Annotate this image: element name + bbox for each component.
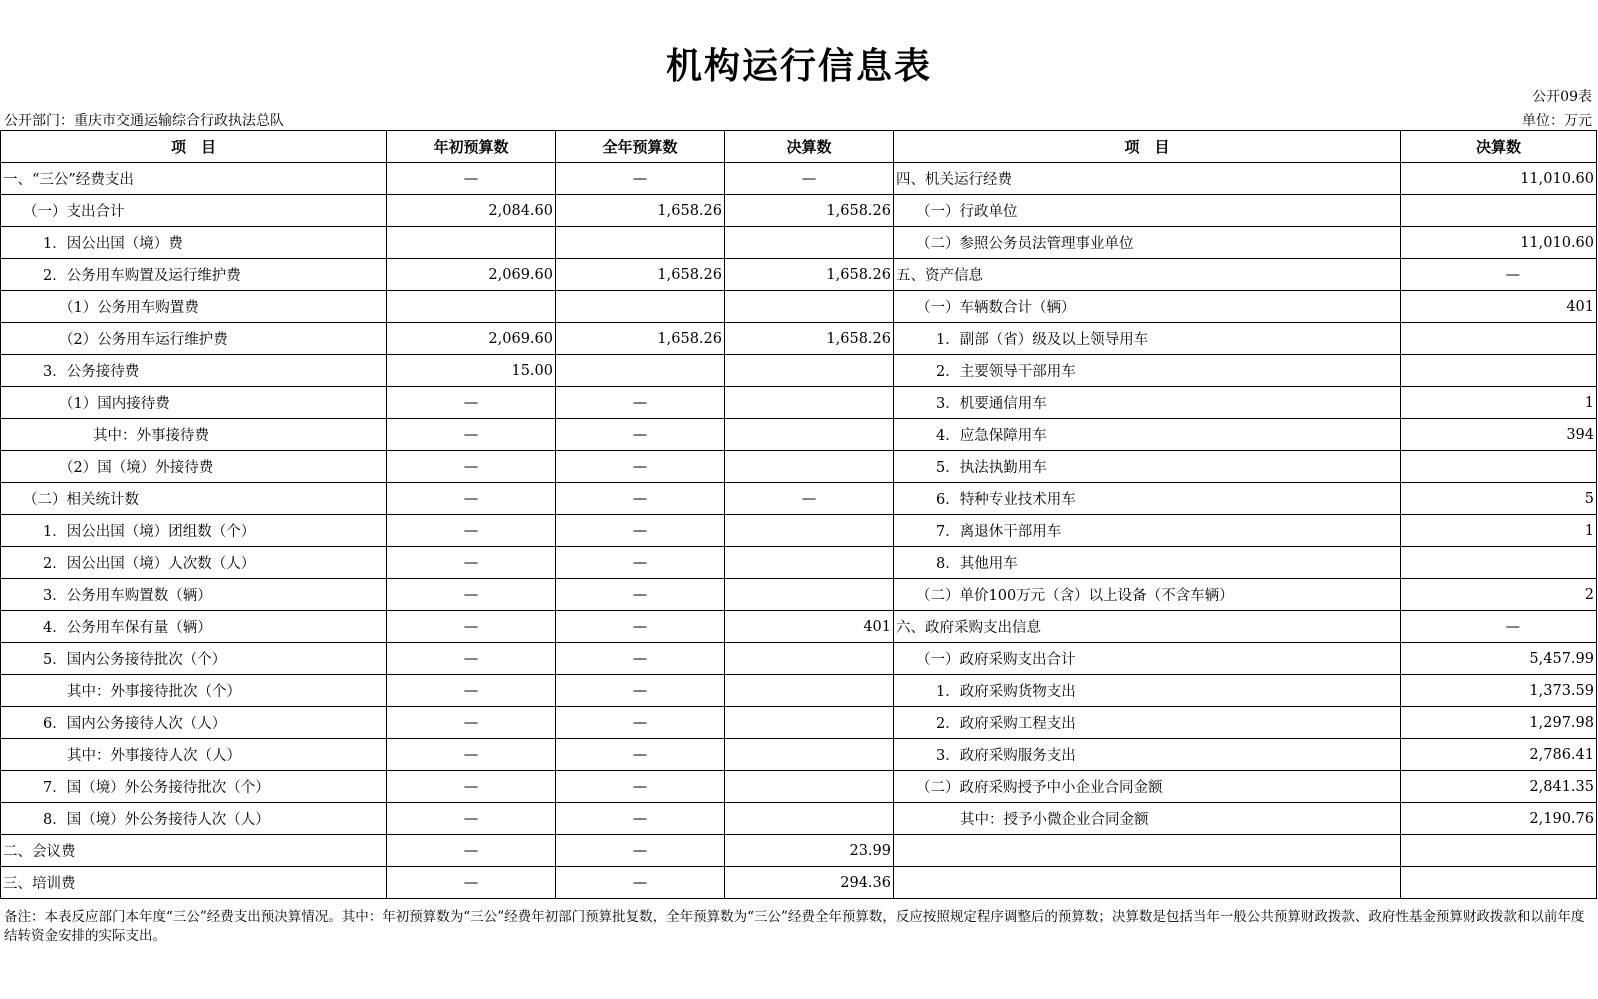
cell-final-right: 394 bbox=[1401, 419, 1597, 451]
cell-initial-budget: — bbox=[387, 515, 556, 547]
row-label-right: 7．离退休干部用车 bbox=[894, 515, 1401, 547]
cell-final bbox=[725, 355, 894, 387]
cell-initial-budget: 15.00 bbox=[387, 355, 556, 387]
cell-final-right bbox=[1401, 195, 1597, 227]
cell-initial-budget: — bbox=[387, 707, 556, 739]
row-label-left: （一）支出合计 bbox=[1, 195, 387, 227]
cell-annual-budget: — bbox=[556, 515, 725, 547]
cell-annual-budget: — bbox=[556, 643, 725, 675]
table-row bbox=[1, 323, 1597, 355]
cell-annual-budget: — bbox=[556, 707, 725, 739]
cell-final: 1,658.26 bbox=[725, 259, 894, 291]
cell-annual-budget: — bbox=[556, 835, 725, 867]
cell-annual-budget: — bbox=[556, 419, 725, 451]
cell-annual-budget bbox=[556, 291, 725, 323]
cell-final bbox=[725, 387, 894, 419]
cell-initial-budget: — bbox=[387, 803, 556, 835]
header-final: 决算数 bbox=[725, 131, 894, 163]
table-row bbox=[1, 515, 1597, 547]
cell-final: 1,658.26 bbox=[725, 195, 894, 227]
row-label-left: 3．公务接待费 bbox=[1, 355, 387, 387]
row-label-left: 二、会议费 bbox=[1, 835, 387, 867]
row-label-left: 2．公务用车购置及运行维护费 bbox=[1, 259, 387, 291]
row-label-right: （一）政府采购支出合计 bbox=[894, 643, 1401, 675]
cell-final: 401 bbox=[725, 611, 894, 643]
cell-final-right bbox=[1401, 323, 1597, 355]
cell-annual-budget: — bbox=[556, 739, 725, 771]
cell-final-right: 2,786.41 bbox=[1401, 739, 1597, 771]
info-table bbox=[0, 130, 1597, 899]
cell-final bbox=[725, 803, 894, 835]
cell-final-right: 11,010.60 bbox=[1401, 163, 1597, 195]
row-label-right: （二）政府采购授予中小企业合同金额 bbox=[894, 771, 1401, 803]
cell-initial-budget: — bbox=[387, 611, 556, 643]
row-label-right bbox=[894, 835, 1401, 867]
row-label-left: （2）公务用车运行维护费 bbox=[1, 323, 387, 355]
cell-initial-budget: — bbox=[387, 675, 556, 707]
cell-annual-budget: — bbox=[556, 771, 725, 803]
cell-final: 23.99 bbox=[725, 835, 894, 867]
cell-initial-budget: — bbox=[387, 451, 556, 483]
cell-final bbox=[725, 739, 894, 771]
cell-final-right: 5,457.99 bbox=[1401, 643, 1597, 675]
cell-final-right bbox=[1401, 355, 1597, 387]
cell-initial-budget: — bbox=[387, 739, 556, 771]
cell-annual-budget: — bbox=[556, 483, 725, 515]
cell-final bbox=[725, 227, 894, 259]
footnote: 备注：本表反应部门本年度“三公”经费支出预决算情况。其中：年初预算数为“三公”经费年初部门预算批复数，全年预算数为“三公”经费全年预算数，反应按照规定程序调整后的预算数；决算数是包括当年一般公共预算财政拨款、政府性基金预算财政拨款和以前年度结转资金安排的实际支出。 bbox=[4, 909, 1585, 944]
cell-final-right: 11,010.60 bbox=[1401, 227, 1597, 259]
row-label-right: 五、资产信息 bbox=[894, 259, 1401, 291]
header-item: 项 目 bbox=[1, 131, 387, 163]
cell-final-right: — bbox=[1401, 259, 1597, 291]
table-row bbox=[1, 835, 1597, 867]
cell-final-right: 1,297.98 bbox=[1401, 707, 1597, 739]
table-row bbox=[1, 387, 1597, 419]
table-row bbox=[1, 675, 1597, 707]
cell-final: — bbox=[725, 163, 894, 195]
row-label-left: 其中：外事接待费 bbox=[1, 419, 387, 451]
cell-initial-budget: — bbox=[387, 547, 556, 579]
cell-final: 294.36 bbox=[725, 867, 894, 899]
cell-final-right: 5 bbox=[1401, 483, 1597, 515]
header-item-right: 项 目 bbox=[894, 131, 1401, 163]
table-row bbox=[1, 803, 1597, 835]
unit-label: 单位：万元 bbox=[1522, 113, 1592, 129]
row-label-left: 其中：外事接待批次（个） bbox=[1, 675, 387, 707]
row-label-left: （二）相关统计数 bbox=[1, 483, 387, 515]
cell-final-right: 401 bbox=[1401, 291, 1597, 323]
row-label-right: （二）参照公务员法管理事业单位 bbox=[894, 227, 1401, 259]
cell-final-right: — bbox=[1401, 611, 1597, 643]
cell-annual-budget: — bbox=[556, 675, 725, 707]
cell-annual-budget: — bbox=[556, 547, 725, 579]
cell-initial-budget: 2,069.60 bbox=[387, 259, 556, 291]
row-label-left: 6．国内公务接待人次（人） bbox=[1, 707, 387, 739]
page-title: 机构运行信息表 bbox=[665, 46, 932, 87]
row-label-right: 2．政府采购工程支出 bbox=[894, 707, 1401, 739]
cell-annual-budget: — bbox=[556, 163, 725, 195]
cell-initial-budget: — bbox=[387, 419, 556, 451]
table-row bbox=[1, 771, 1597, 803]
cell-annual-budget: 1,658.26 bbox=[556, 323, 725, 355]
row-label-left: 7．国（境）外公务接待批次（个） bbox=[1, 771, 387, 803]
row-label-right: 8．其他用车 bbox=[894, 547, 1401, 579]
cell-final-right: 1 bbox=[1401, 387, 1597, 419]
row-label-right: 6．特种专业技术用车 bbox=[894, 483, 1401, 515]
cell-final-right: 2,190.76 bbox=[1401, 803, 1597, 835]
cell-final bbox=[725, 771, 894, 803]
row-label-right: 其中：授予小微企业合同金额 bbox=[894, 803, 1401, 835]
table-row bbox=[1, 579, 1597, 611]
row-label-left: 三、培训费 bbox=[1, 867, 387, 899]
table-row bbox=[1, 291, 1597, 323]
row-label-left: 一、“三公”经费支出 bbox=[1, 163, 387, 195]
cell-annual-budget: — bbox=[556, 387, 725, 419]
row-label-right: 六、政府采购支出信息 bbox=[894, 611, 1401, 643]
table-row bbox=[1, 739, 1597, 771]
row-label-right: 3．政府采购服务支出 bbox=[894, 739, 1401, 771]
row-label-right: 3．机要通信用车 bbox=[894, 387, 1401, 419]
cell-annual-budget: — bbox=[556, 579, 725, 611]
header-initial-budget: 年初预算数 bbox=[387, 131, 556, 163]
cell-initial-budget: 2,084.60 bbox=[387, 195, 556, 227]
form-number: 公开09表 bbox=[1532, 89, 1592, 105]
cell-annual-budget: — bbox=[556, 611, 725, 643]
header-row bbox=[1, 131, 1597, 163]
cell-final-right: 2,841.35 bbox=[1401, 771, 1597, 803]
cell-annual-budget: — bbox=[556, 451, 725, 483]
cell-final bbox=[725, 707, 894, 739]
cell-initial-budget: — bbox=[387, 483, 556, 515]
row-label-left: 8．国（境）外公务接待人次（人） bbox=[1, 803, 387, 835]
row-label-left: 1．因公出国（境）费 bbox=[1, 227, 387, 259]
cell-final bbox=[725, 419, 894, 451]
cell-final bbox=[725, 675, 894, 707]
cell-initial-budget: — bbox=[387, 579, 556, 611]
cell-initial-budget: — bbox=[387, 163, 556, 195]
cell-annual-budget: 1,658.26 bbox=[556, 259, 725, 291]
row-label-left: 4．公务用车保有量（辆） bbox=[1, 611, 387, 643]
row-label-left: 其中：外事接待人次（人） bbox=[1, 739, 387, 771]
cell-annual-budget: — bbox=[556, 803, 725, 835]
cell-final bbox=[725, 451, 894, 483]
row-label-right: 1．副部（省）级及以上领导用车 bbox=[894, 323, 1401, 355]
cell-initial-budget bbox=[387, 227, 556, 259]
cell-annual-budget: — bbox=[556, 867, 725, 899]
row-label-left: （1）公务用车购置费 bbox=[1, 291, 387, 323]
cell-final bbox=[725, 291, 894, 323]
table-row bbox=[1, 547, 1597, 579]
row-label-right: 2．主要领导干部用车 bbox=[894, 355, 1401, 387]
table-row bbox=[1, 419, 1597, 451]
cell-final: — bbox=[725, 483, 894, 515]
cell-final-right bbox=[1401, 835, 1597, 867]
cell-final-right: 1,373.59 bbox=[1401, 675, 1597, 707]
table-row bbox=[1, 227, 1597, 259]
table-row bbox=[1, 483, 1597, 515]
row-label-left: 1．因公出国（境）团组数（个） bbox=[1, 515, 387, 547]
table-row bbox=[1, 259, 1597, 291]
cell-initial-budget: 2,069.60 bbox=[387, 323, 556, 355]
cell-final bbox=[725, 643, 894, 675]
cell-annual-budget bbox=[556, 227, 725, 259]
row-label-right: 1．政府采购货物支出 bbox=[894, 675, 1401, 707]
cell-annual-budget: 1,658.26 bbox=[556, 195, 725, 227]
cell-annual-budget bbox=[556, 355, 725, 387]
table-row bbox=[1, 163, 1597, 195]
row-label-right: （二）单价100万元（含）以上设备（不含车辆） bbox=[894, 579, 1401, 611]
department-label: 公开部门：重庆市交通运输综合行政执法总队 bbox=[4, 113, 284, 129]
cell-initial-budget: — bbox=[387, 643, 556, 675]
table-row bbox=[1, 611, 1597, 643]
cell-initial-budget: — bbox=[387, 835, 556, 867]
cell-final-right bbox=[1401, 451, 1597, 483]
row-label-right: 4．应急保障用车 bbox=[894, 419, 1401, 451]
row-label-right: （一）车辆数合计（辆） bbox=[894, 291, 1401, 323]
row-label-left: 3．公务用车购置数（辆） bbox=[1, 579, 387, 611]
cell-final-right bbox=[1401, 867, 1597, 899]
row-label-right: 四、机关运行经费 bbox=[894, 163, 1401, 195]
cell-initial-budget bbox=[387, 291, 556, 323]
cell-final bbox=[725, 579, 894, 611]
table-row bbox=[1, 643, 1597, 675]
table-row bbox=[1, 195, 1597, 227]
cell-initial-budget: — bbox=[387, 387, 556, 419]
row-label-right: 5．执法执勤用车 bbox=[894, 451, 1401, 483]
cell-initial-budget: — bbox=[387, 771, 556, 803]
row-label-left: （1）国内接待费 bbox=[1, 387, 387, 419]
header-annual-budget: 全年预算数 bbox=[556, 131, 725, 163]
table-row bbox=[1, 707, 1597, 739]
table-row bbox=[1, 355, 1597, 387]
cell-final bbox=[725, 515, 894, 547]
table-row bbox=[1, 867, 1597, 899]
cell-final bbox=[725, 547, 894, 579]
header-final-right: 决算数 bbox=[1401, 131, 1597, 163]
row-label-left: （2）国（境）外接待费 bbox=[1, 451, 387, 483]
row-label-right: （一）行政单位 bbox=[894, 195, 1401, 227]
row-label-left: 2．因公出国（境）人次数（人） bbox=[1, 547, 387, 579]
cell-final-right: 2 bbox=[1401, 579, 1597, 611]
table-row bbox=[1, 451, 1597, 483]
cell-final-right: 1 bbox=[1401, 515, 1597, 547]
cell-final-right bbox=[1401, 547, 1597, 579]
cell-final: 1,658.26 bbox=[725, 323, 894, 355]
row-label-right bbox=[894, 867, 1401, 899]
row-label-left: 5．国内公务接待批次（个） bbox=[1, 643, 387, 675]
cell-initial-budget: — bbox=[387, 867, 556, 899]
